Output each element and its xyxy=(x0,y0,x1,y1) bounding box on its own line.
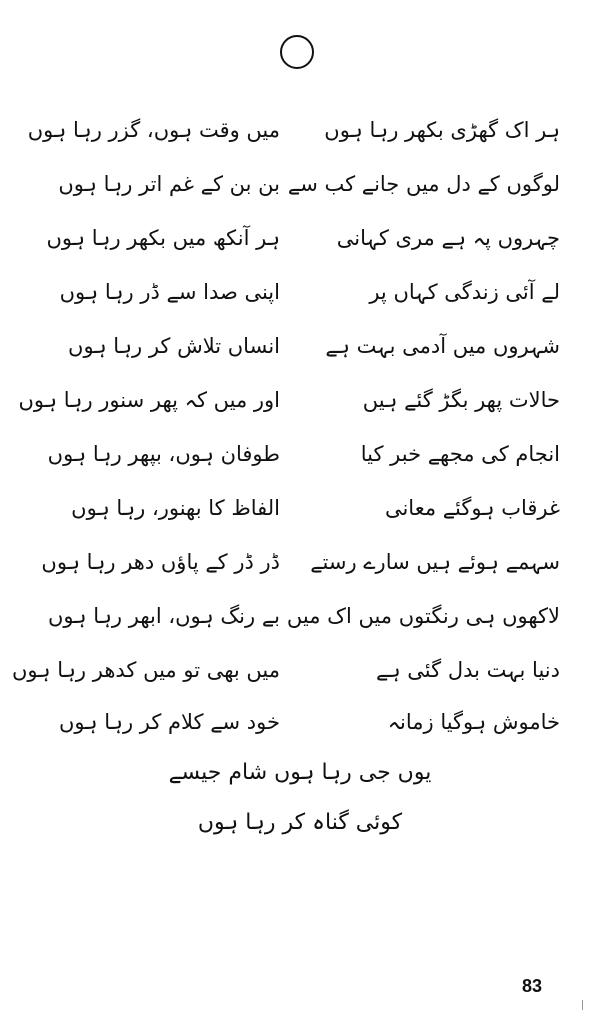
couplet xyxy=(11,648,560,692)
first-hemistich: لوگوں کے دل میں جانے کب سے xyxy=(287,172,560,196)
couplet xyxy=(40,486,560,530)
couplet xyxy=(40,700,560,744)
second-hemistich: ہر آنکھ میں بکھر رہا ہوں xyxy=(46,226,280,250)
couplet xyxy=(40,324,560,368)
second-hemistich: اور میں کہ پھر سنور رہا ہوں xyxy=(18,388,280,412)
first-hemistich: غرقاب ہوگئے معانی xyxy=(384,496,560,520)
couplet xyxy=(40,594,560,638)
couplet xyxy=(40,270,560,314)
couplet xyxy=(27,108,560,152)
second-hemistich: اپنی صدا سے ڈر رہا ہوں xyxy=(59,280,280,304)
closing-line: کوئی گناہ کر رہا ہوں xyxy=(197,810,403,835)
second-hemistich: بن بن کے غم اتر رہا ہوں xyxy=(58,172,280,196)
first-hemistich: دنیا بہت بدل گئی ہے xyxy=(376,658,560,682)
first-hemistich: چہروں پہ ہے مری کہانی xyxy=(336,226,560,250)
page-edge-mark xyxy=(582,1000,583,1010)
second-hemistich: ڈر ڈر کے پاؤں دھر رہا ہوں xyxy=(41,550,280,574)
first-hemistich: خاموش ہوگیا زمانہ xyxy=(387,710,560,734)
second-hemistich: بے رنگ ہوں، ابھر رہا ہوں xyxy=(47,604,280,628)
couplet xyxy=(40,162,560,206)
second-hemistich: میں وقت ہوں، گزر رہا ہوں xyxy=(27,118,280,142)
couplet xyxy=(40,432,560,476)
first-hemistich: شہروں میں آدمی بہت ہے xyxy=(325,334,560,358)
first-hemistich: لے آئی زندگی کہاں پر xyxy=(369,280,560,304)
page-number: 83 xyxy=(522,976,543,996)
first-hemistich: حالات پھر بگڑ گئے ہیں xyxy=(362,388,560,412)
couplet xyxy=(18,378,560,422)
second-hemistich: میں بھی تو میں کدھر رہا ہوں xyxy=(11,658,280,682)
first-hemistich: انجام کی مجھے خبر کیا xyxy=(360,442,560,466)
second-hemistich: الفاظ کا بھنور، رہا ہوں xyxy=(71,496,280,520)
second-hemistich: طوفان ہوں، بپھر رہا ہوں xyxy=(47,442,280,466)
closing-line: یوں جی رہا ہوں شام جیسے xyxy=(168,760,432,785)
first-hemistich: ہر اک گھڑی بکھر رہا ہوں xyxy=(324,118,560,142)
couplet xyxy=(40,540,560,584)
second-hemistich: خود سے کلام کر رہا ہوں xyxy=(59,710,280,734)
couplet xyxy=(40,216,560,260)
first-hemistich: لاکھوں ہی رنگتوں میں اک میں xyxy=(286,604,560,628)
first-hemistich: سہمے ہوئے ہیں سارے رستے xyxy=(310,550,560,574)
second-hemistich: انساں تلاش کر رہا ہوں xyxy=(68,334,280,358)
